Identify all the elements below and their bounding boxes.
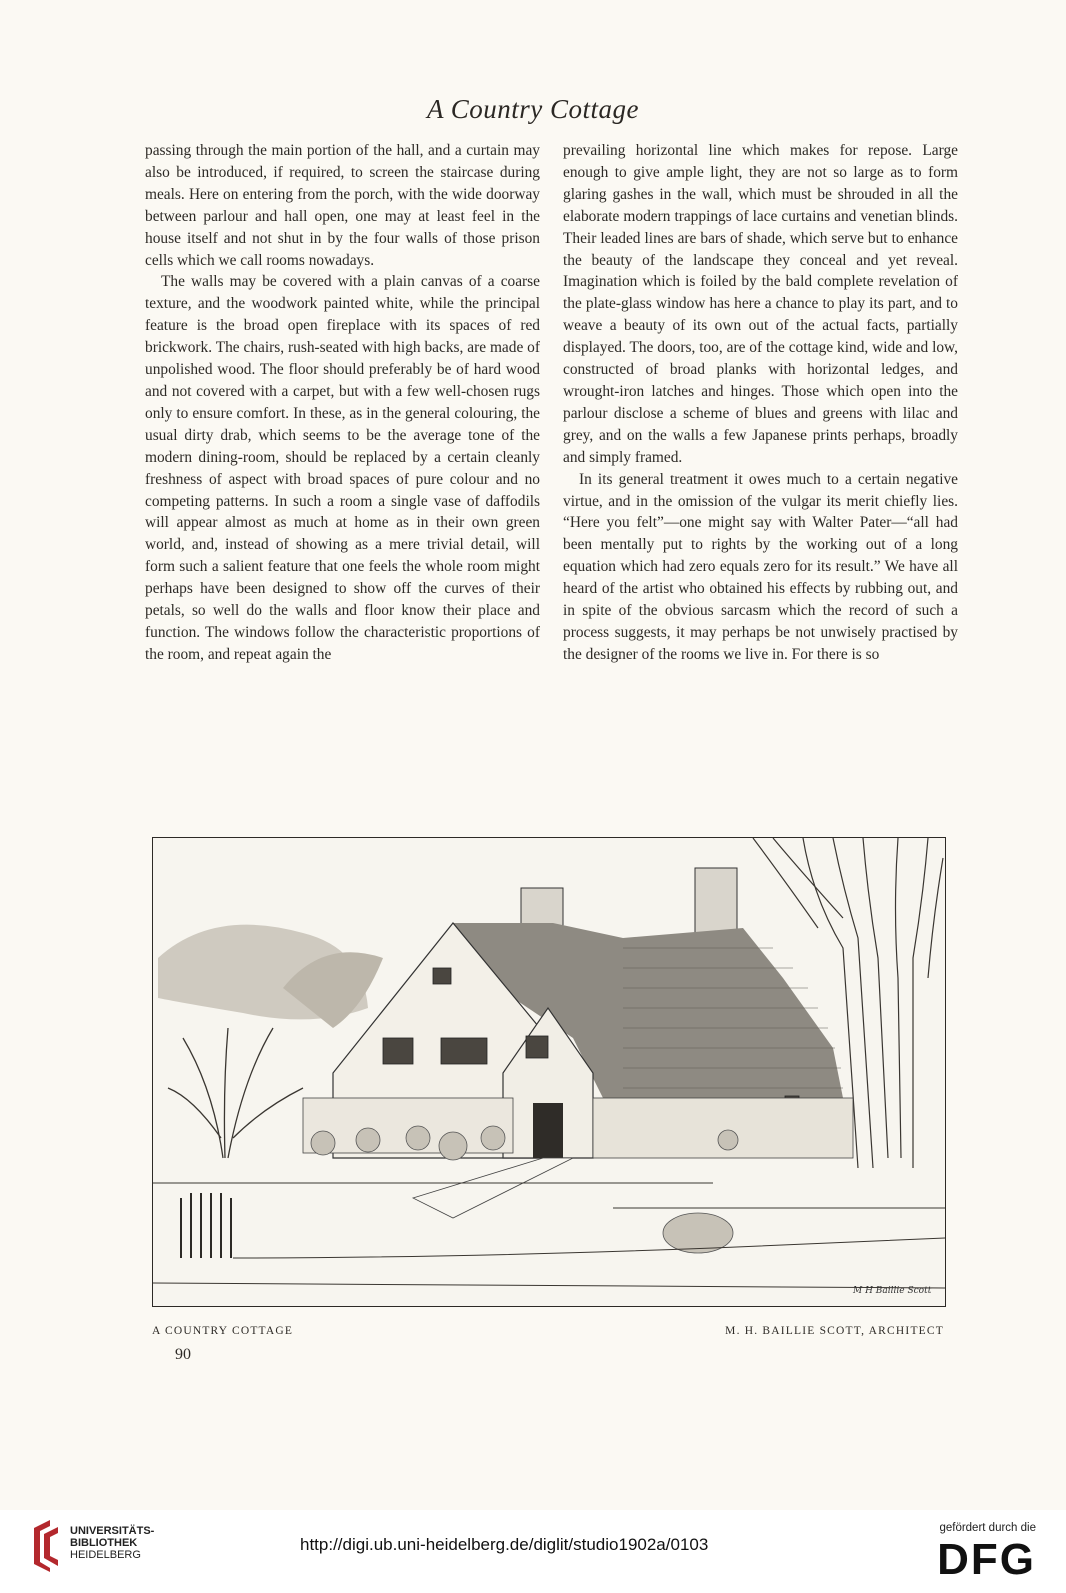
artist-signature: M H Baillie Scott	[853, 1286, 932, 1296]
source-url-link[interactable]: http://digi.ub.uni-heidelberg.de/diglit/studio1902a/0103	[300, 1535, 709, 1554]
text-column-left	[145, 140, 540, 666]
funding-note: gefördert durch die	[939, 1522, 1036, 1534]
dfg-logo: DFG	[937, 1535, 1036, 1584]
paragraph: In its general treatment it owes much to a certain negative virtue, and in the omission of the vulgar its merit chiefly lies. “Here you felt”—one might say with Walter Pater—“all had been mentally put to rights by the working out of a long equation which had zero equals zero for its result.” We have all heard of the artist who obtained his effects by rubbing out, and in spite of the obvious sarcasm which the record of such a process suggests, it may perhaps be not unwisely practised by the designer of the rooms we live in. For there is so	[563, 470, 958, 663]
university-library-logo-icon	[30, 1518, 64, 1574]
text-column-right	[563, 140, 958, 666]
running-title: A Country Cottage	[426, 94, 639, 124]
library-name	[70, 1525, 154, 1561]
paragraph: passing through the main portion of the hall, and a curtain may also be introduced, if required, to screen the staircase during meals. Here on entering from the porch, with the wide doorway between parlour and hall open, one may at least feel in the house itself and not shut in by the four walls of those prison cells which we call rooms nowadays.	[145, 142, 540, 269]
paragraph: The walls may be covered with a plain canvas of a coarse texture, and the woodwork painted white, while the principal feature is the broad open fireplace with its spaces of red brickwork. The chairs, rush-seated with high backs, are made of unpolished wood. The floor should preferably be of hard wood and not covered with a carpet, but with a few well-chosen rugs only to ensure comfort. In these, as in the general colouring, the usual dirty drab, which seems to be the average tone of the modern dining-room, should be replaced by a certain cleanly freshness of aspect with broad spaces of pure colour and no competing patterns. In such a room a single vase of daffodils will appear almost as much at home as in their own green world, and, instead of showing as a mere trivial detail, will form such a salient feature that one feels the whole room might perhaps have been designed to show off the curves of their petals, so well do the walls and floor know their place and function. The windows follow the characteristic proportions of the room, and repeat again the	[145, 273, 540, 663]
figure-credit: M. H. BAILLIE SCOTT, ARCHITECT	[725, 1325, 944, 1337]
library-line-3: HEIDELBERG	[70, 1549, 141, 1561]
page-number: 90	[175, 1346, 191, 1363]
library-line-1: UNIVERSITÄTS-	[70, 1525, 155, 1537]
paragraph: prevailing horizontal line which makes for repose. Large enough to give ample light, they are not so large as to form glaring gashes in the wall, which must be shrouded in all the elaborate modern trappings of lace curtains and venetian blinds. Their leaded lines are bars of shade, which serve but to enhance the beauty of the landscape they conceal and yet reveal. Imagination which is foiled by the bald complete revelation of the plate-glass window has here a chance to play its part, and to weave a beauty of its own out of the actual facts, partially displayed. The doors, too, are of the cottage kind, wide and low, constructed of broad planks with horizontal ledges, and wrought-iron latches and hinges. Those which open into the parlour disclose a scheme of blues and greens with lilac and grey, and on the walls a few Japanese prints perhaps, broadly and simply framed.	[563, 142, 958, 466]
cottage-illustration	[152, 837, 946, 1307]
library-line-2: BIBLIOTHEK	[70, 1537, 138, 1549]
figure-caption: A COUNTRY COTTAGE	[152, 1325, 294, 1337]
